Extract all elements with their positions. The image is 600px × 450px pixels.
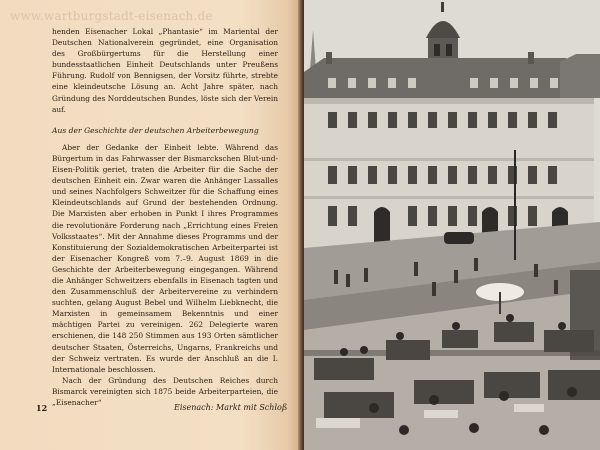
body-text bbox=[52, 26, 278, 408]
paragraph-2: Aber der Gedanke der Einheit lebte. Während das Bürgertum in das Fahrwasser der Bismarckschen Blut-und-Eisen-Politik geriet, traten die Arbeiter für die Sache der deutschen Einheit ein. Zwar waren die Anhänger Lassalles und seines Nachfolgers Schweitzer für die Schaffung eines Kleindeutschlands auf Grund der bestehenden Ordnung. Die Marxisten aber erhoben in Punkt I ihres Programmes die revolutionäre Forderung nach „Errichtung eines Freien Volksstaates“. Mit der Annahme dieses Programms und der Konstituierung der Sozialdemokratischen Arbeiterpartei ist der Eisenacher Kongreß vom 7.–9. August 1869 in die Geschichte der Arbeiterbewegung eingegangen. Während die Anhänger Schweitzers ebenfalls in Eisenach tagten und den Zusammenschluß der Arbeitervereine zu verhindern suchten, gelang August Bebel und Wilhelm Liebknecht, die Marxisten in gemeinsamem Bekenntnis und einer mächtigen Partei zu vereinigen. 262 Delegierte waren erschienen, die 148 250 Stimmen aus 193 Orten sämtlicher deutscher Staaten, Österreichs, Ungarns, Frankreichs und der Schweiz vertraten. Es wurde der Anschluß an die I. Internationale beschlossen. bbox=[52, 142, 278, 374]
page-number: 12 bbox=[36, 403, 48, 413]
paragraph-1: henden Eisenacher Lokal „Phantasie“ im Mariental der Deutschen Nationalverein gegründet, eine Organisation des Großbürgertums für die Herstellung einer bundesstaatlichen Einheit Deutschlands unter Preußens Führung. Rudolf von Bennigsen, der Vorsitz führte, strebte eine kleindeutsche Lösung an. Acht Jahre später, nach Gründung des Norddeutschen Bundes, löste sich der Verein auf. bbox=[52, 27, 278, 114]
photo-caption: Eisenach: Markt mit Schloß bbox=[174, 403, 288, 412]
watermark: www.wartburgstadt-eisenach.de bbox=[10, 9, 213, 23]
right-page bbox=[304, 0, 600, 450]
section-heading: Aus der Geschichte der deutschen Arbeiterbewegung bbox=[52, 125, 259, 135]
market-square-photo bbox=[304, 0, 600, 450]
paragraph-3: Nach der Gründung des Deutschen Reiches durch Bismarck vereinigten sich 1875 beide Arbeiterparteien, die „Eisenacher“ bbox=[52, 375, 278, 407]
